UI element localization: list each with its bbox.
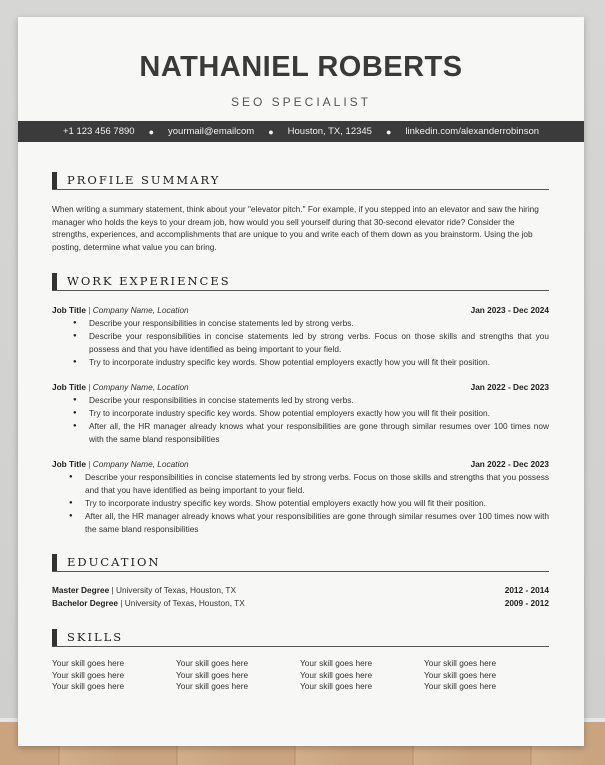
section-heading-profile: [52, 172, 549, 190]
job-bullet: ● Try to incorporate industry specific key words. Show potential employers exactly how you will fit their position.: [52, 497, 549, 510]
job-bullet: ● Describe your responsibilities in concise statements led by strong verbs.: [52, 317, 549, 330]
skill-item: Your skill goes here: [424, 658, 497, 668]
contact-linkedin[interactable]: linkedin.com/alexanderrobinson: [405, 126, 540, 137]
section-marker: [52, 273, 57, 290]
bullet-separator-icon: ●: [385, 126, 392, 137]
job-bullet: ● Describe your responsibilities in concise statements led by strong verbs.: [52, 394, 549, 407]
contact-bar: [18, 121, 584, 142]
profile-summary-text: When writing a summary statement, think about your "elevator pitch." For example, if you stepped into an elevator and saw the hiring manager who holds the keys to your dream job, how would you sell yourself during that 30-second elevator ride? Consider the strengths, experiences, and accomplishments that are unique to you and write each of them down as you brainstorm. Using the job posting, determine what value you can bring.: [52, 204, 539, 252]
section-title: WORK EXPERIENCES: [67, 274, 231, 288]
job-bullet: ● Try to incorporate industry specific key words. Show potential employers exactly how you will fit their position.: [52, 407, 549, 420]
job-header: [52, 304, 549, 317]
skill-item: Your skill goes here: [300, 669, 373, 680]
degree: Master Degree: [52, 585, 110, 595]
job-header: [52, 458, 549, 471]
school: University of Texas, Houston, TX: [115, 585, 237, 595]
section-title: EDUCATION: [67, 555, 161, 569]
job-bullet: ● Try to incorporate industry specific key words. Show potential employers exactly how you will fit their position.: [52, 356, 549, 369]
job-bullets: [52, 317, 549, 369]
section-marker: [52, 629, 57, 646]
job-bullet: ● Describe your responsibilities in concise statements led by strong verbs. Focus on those skills and strengths that you possess and that you have identified as being important to your field.: [52, 471, 549, 497]
education-entry: [52, 584, 549, 597]
job-header: [52, 381, 549, 394]
separator: |: [88, 459, 91, 469]
separator: |: [120, 598, 123, 608]
job-bullets: [52, 394, 549, 446]
section-heading-education: [52, 554, 549, 572]
job-role: SEO SPECIALIST: [230, 95, 372, 109]
section-heading-work: [52, 273, 549, 291]
job-bullet: ● After all, the HR manager already knows what your responsibilities are gone through similar resumes over 100 times now with the same bland responsibilities: [52, 510, 549, 536]
education-entry: [52, 597, 549, 610]
job-bullet: ● Describe your responsibilities in concise statements led by strong verbs. Focus on those skills and strengths that you possess and that you have identified as being important to your field.: [52, 330, 549, 356]
skill-item: Your skill goes here: [52, 669, 125, 680]
job-title: Job Title: [52, 305, 86, 315]
skill-item: Your skill goes here: [176, 669, 249, 680]
job-entry: [52, 458, 549, 536]
job-title: Job Title: [52, 459, 86, 469]
separator: |: [88, 382, 91, 392]
candidate-name: NATHANIEL ROBERTS: [139, 51, 463, 83]
section-title: SKILLS: [67, 630, 124, 644]
skill-item: Your skill goes here: [176, 681, 249, 692]
job-dates: Jan 2022 - Dec 2023: [470, 459, 549, 469]
job-entry: [52, 304, 549, 369]
contact-phone[interactable]: +1 123 456 7890: [62, 126, 135, 137]
job-bullets: [52, 471, 549, 536]
job-title: Job Title: [52, 382, 86, 392]
skill-item: Your skill goes here: [424, 669, 497, 680]
bullet-separator-icon: ●: [148, 126, 154, 137]
job-dates: Jan 2023 - Dec 2024: [470, 305, 549, 315]
separator: |: [111, 585, 114, 595]
contact-address: Houston, TX, 12345: [287, 126, 372, 137]
degree: Bachelor Degree: [52, 598, 118, 608]
contact-email[interactable]: yourmail@emailcom: [168, 126, 255, 137]
section-marker: [52, 172, 57, 189]
resume-page: [18, 17, 584, 746]
skill-item: Your skill goes here: [424, 681, 497, 692]
school: University of Texas, Houston, TX: [124, 598, 245, 608]
job-entry: [52, 381, 549, 446]
skill-item: Your skill goes here: [300, 658, 373, 668]
education-years: 2012 - 2014: [504, 585, 549, 595]
job-company: Company Name, Location: [92, 305, 189, 315]
education-years: 2009 - 2012: [504, 598, 549, 608]
separator: |: [88, 305, 91, 315]
section-marker: [52, 554, 57, 571]
section-heading-skills: [52, 629, 549, 647]
bullet-separator-icon: ●: [268, 126, 274, 137]
skill-item: Your skill goes here: [52, 658, 125, 668]
section-title: PROFILE SUMMARY: [67, 173, 221, 187]
skills-grid: [52, 658, 549, 693]
job-bullet: ● After all, the HR manager already knows what your responsibilities are gone through similar resumes over 100 times now with the same bland responsibilities: [52, 420, 549, 446]
job-company: Company Name, Location: [92, 459, 189, 469]
job-dates: Jan 2022 - Dec 2023: [470, 382, 549, 392]
skill-item: Your skill goes here: [300, 681, 373, 692]
skill-item: Your skill goes here: [176, 658, 249, 668]
job-company: Company Name, Location: [92, 382, 189, 392]
skill-item: Your skill goes here: [52, 681, 125, 692]
